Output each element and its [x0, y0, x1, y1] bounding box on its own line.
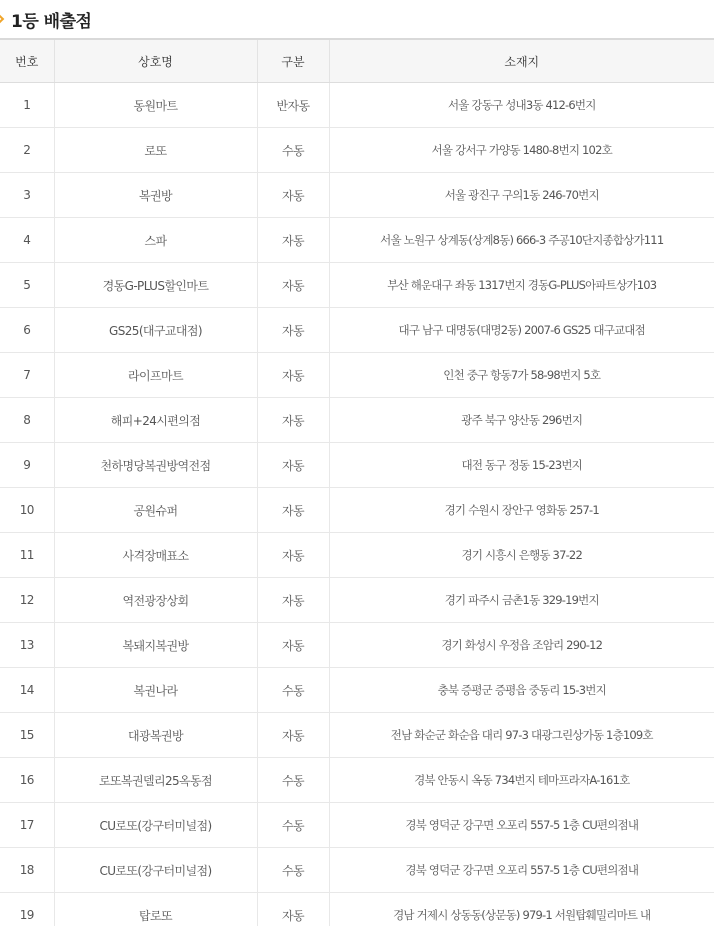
cell-address: 서울 강동구 성내3동 412-6번지 — [329, 83, 714, 128]
cell-type: 자동 — [257, 713, 329, 758]
cell-type: 자동 — [257, 443, 329, 488]
cell-type: 수동 — [257, 668, 329, 713]
cell-type: 수동 — [257, 848, 329, 893]
cell-address: 서울 강서구 가양동 1480-8번지 102호 — [329, 128, 714, 173]
cell-type: 자동 — [257, 308, 329, 353]
cell-type: 자동 — [257, 398, 329, 443]
table-row — [0, 578, 714, 623]
table-row — [0, 83, 714, 128]
table-row — [0, 893, 714, 926]
cell-address: 전남 화순군 화순읍 대리 97-3 대광그린상가동 1층109호 — [329, 713, 714, 758]
cell-name: 스파 — [54, 218, 257, 263]
cell-name: 역전광장상회 — [54, 578, 257, 623]
table-row — [0, 353, 714, 398]
cell-no: 17 — [0, 803, 54, 848]
cell-name: GS25(대구교대점) — [54, 308, 257, 353]
cell-no: 5 — [0, 263, 54, 308]
section-heading — [0, 0, 714, 38]
cell-address: 서울 광진구 구의1동 246-70번지 — [329, 173, 714, 218]
cell-address: 경남 거제시 상동동(상문동) 979-1 서원탑훼밀리마트 내 — [329, 893, 714, 926]
cell-name: 사격장매표소 — [54, 533, 257, 578]
cell-type: 자동 — [257, 623, 329, 668]
table-row — [0, 848, 714, 893]
cell-address: 경기 화성시 우정읍 조암리 290-12 — [329, 623, 714, 668]
cell-address: 부산 해운대구 좌동 1317번지 경동G-PLUS아파트상가103 — [329, 263, 714, 308]
table-row — [0, 398, 714, 443]
cell-no: 19 — [0, 893, 54, 926]
cell-no: 2 — [0, 128, 54, 173]
cell-address: 경기 수원시 장안구 영화동 257-1 — [329, 488, 714, 533]
cell-type: 수동 — [257, 803, 329, 848]
cell-name: 탑로또 — [54, 893, 257, 926]
table-row — [0, 623, 714, 668]
cell-name: 복돼지복권방 — [54, 623, 257, 668]
table-row — [0, 488, 714, 533]
cell-no: 1 — [0, 83, 54, 128]
cell-no: 8 — [0, 398, 54, 443]
table-row — [0, 263, 714, 308]
table-row — [0, 308, 714, 353]
cell-no: 18 — [0, 848, 54, 893]
table-row — [0, 533, 714, 578]
cell-name: CU로또(강구터미널점) — [54, 803, 257, 848]
cell-address: 서울 노원구 상계동(상계8동) 666-3 주공10단지종합상가111 — [329, 218, 714, 263]
cell-address: 대전 동구 정동 15-23번지 — [329, 443, 714, 488]
cell-no: 4 — [0, 218, 54, 263]
cell-no: 6 — [0, 308, 54, 353]
cell-name: 해피+24시편의점 — [54, 398, 257, 443]
cell-no: 3 — [0, 173, 54, 218]
cell-no: 12 — [0, 578, 54, 623]
cell-type: 자동 — [257, 533, 329, 578]
header-no: 번호 — [0, 39, 54, 83]
cell-type: 자동 — [257, 488, 329, 533]
header-name: 상호명 — [54, 39, 257, 83]
cell-name: 동원마트 — [54, 83, 257, 128]
cell-name: 로또 — [54, 128, 257, 173]
cell-name: 라이프마트 — [54, 353, 257, 398]
cell-no: 10 — [0, 488, 54, 533]
cell-address: 경북 영덕군 강구면 오포리 557-5 1층 CU편의점내 — [329, 848, 714, 893]
cell-address: 경북 안동시 옥동 734번지 테마프라자A-161호 — [329, 758, 714, 803]
cell-type: 수동 — [257, 758, 329, 803]
cell-no: 16 — [0, 758, 54, 803]
cell-type: 자동 — [257, 893, 329, 926]
cell-address: 인천 중구 항동7가 58-98번지 5호 — [329, 353, 714, 398]
cell-name: 복권나라 — [54, 668, 257, 713]
table-row — [0, 128, 714, 173]
cell-name: 로또복권델리25옥동점 — [54, 758, 257, 803]
cell-no: 15 — [0, 713, 54, 758]
cell-address: 충북 증평군 증평읍 중동리 15-3번지 — [329, 668, 714, 713]
cell-name: 경동G-PLUS할인마트 — [54, 263, 257, 308]
cell-type: 자동 — [257, 353, 329, 398]
table-row — [0, 713, 714, 758]
cell-no: 9 — [0, 443, 54, 488]
cell-no: 14 — [0, 668, 54, 713]
cell-type: 자동 — [257, 173, 329, 218]
cell-type: 자동 — [257, 218, 329, 263]
table-row — [0, 803, 714, 848]
cell-name: 천하명당복권방역전점 — [54, 443, 257, 488]
cell-address: 경기 시흥시 은행동 37-22 — [329, 533, 714, 578]
header-address: 소재지 — [329, 39, 714, 83]
table-row — [0, 218, 714, 263]
table-row — [0, 668, 714, 713]
section-title: 1등 배출점 — [11, 11, 92, 32]
cell-type: 반자동 — [257, 83, 329, 128]
cell-no: 11 — [0, 533, 54, 578]
cell-name: CU로또(강구터미널점) — [54, 848, 257, 893]
table-header-row — [0, 39, 714, 83]
cell-address: 경북 영덕군 강구면 오포리 557-5 1층 CU편의점내 — [329, 803, 714, 848]
table-row — [0, 173, 714, 218]
cell-type: 자동 — [257, 263, 329, 308]
cell-name: 대광복권방 — [54, 713, 257, 758]
table-row — [0, 758, 714, 803]
cell-name: 복권방 — [54, 173, 257, 218]
cell-name: 공원슈퍼 — [54, 488, 257, 533]
cell-type: 자동 — [257, 578, 329, 623]
cell-address: 경기 파주시 금촌1동 329-19번지 — [329, 578, 714, 623]
table-row — [0, 443, 714, 488]
cell-type: 수동 — [257, 128, 329, 173]
cell-address: 대구 남구 대명동(대명2동) 2007-6 GS25 대구교대점 — [329, 308, 714, 353]
cell-no: 13 — [0, 623, 54, 668]
header-type: 구분 — [257, 39, 329, 83]
winning-stores-table — [0, 38, 714, 926]
chevron-right-icon — [0, 15, 4, 23]
cell-no: 7 — [0, 353, 54, 398]
cell-address: 광주 북구 양산동 296번지 — [329, 398, 714, 443]
